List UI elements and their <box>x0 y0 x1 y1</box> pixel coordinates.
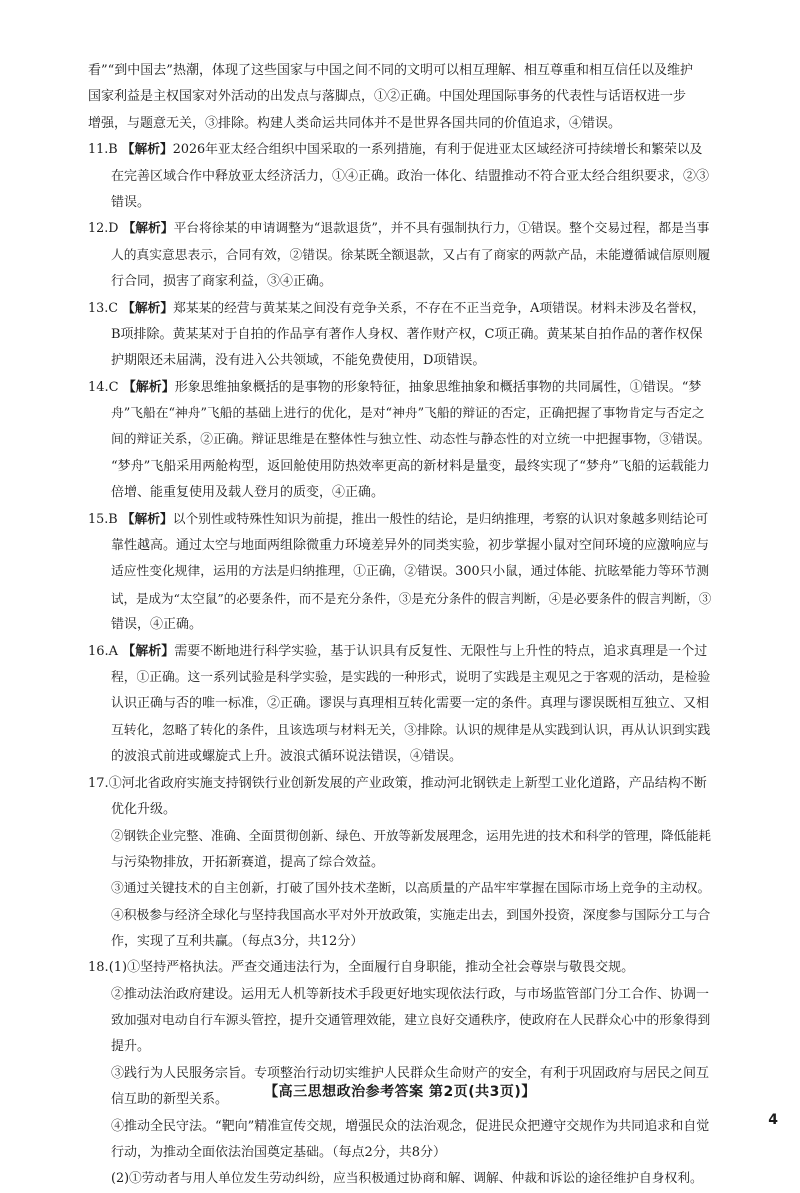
text-line: 适应性变化规律，运用的方法是归纳推理，①正确，②错误。300只小鼠，通过体能、抗眩晕能力等环节测 <box>111 564 710 580</box>
answer-item-13 <box>88 296 712 375</box>
text-line: 增强，与题意无关，③排除。构建人类命运共同体并不是世界各国共同的价值追求，④错误。 <box>88 115 622 131</box>
text-line: 人的真实意思表示，合同有效，②错误。徐某既全额退款，又占有了商家的两款产品，未能遵循诚信原则履 <box>111 247 711 263</box>
text-line: “梦舟”飞船采用两舱构型，返回舱使用防热效率更高的新材料是量变，最终实现了“梦舟”飞船的运载能力 <box>111 458 710 474</box>
answer-number: 16.A <box>88 643 119 659</box>
text-line: 倍增、能重复使用及载人登月的质变，④正确。 <box>111 485 385 501</box>
answer-number: 15.B <box>88 511 118 527</box>
answer-item-18 <box>88 955 712 1193</box>
text-line: 互转化，忽略了转化的条件，且该选项与材料无关，③排除。认识的规律是从实践到认识，再从认识到实践 <box>111 722 711 738</box>
page-footer: 【高三思想政治参考答案 第2页(共3页)】 <box>264 1084 536 1100</box>
text-line: 郑某某的经营与黄某某之间没有竞争关系，不存在不正当竞争，A项错误。材料未涉及名誉权， <box>173 300 706 316</box>
answer-item-12 <box>88 216 712 295</box>
analysis-tag: 【解析】 <box>121 511 173 527</box>
analysis-tag: 【解析】 <box>122 379 175 395</box>
text-line: 认识正确与否的唯一标准，②正确。谬误与真理相互转化需要一定的条件。真理与谬误既相互独立、又相 <box>111 696 710 712</box>
corner-mark: 4 <box>768 1112 778 1128</box>
text-line: 作，实现了互利共赢。（每点3分，共12分） <box>111 933 364 949</box>
text-line: 靠性越高。通过太空与地面两组除微重力环境差异外的同类实验，初步掌握小鼠对空间环境的应激响应与 <box>111 538 710 554</box>
text-line: ③践行为人民服务宗旨。专项整治行动切实维护人民群众生命财产的安全，有利于巩固政府与居民之间互 <box>111 1065 710 1081</box>
answer-number: 14.C <box>88 379 119 395</box>
text-line: 行合同，损害了商家利益，③④正确。 <box>111 274 333 290</box>
text-line: 提升。 <box>111 1039 151 1055</box>
analysis-tag: 【解析】 <box>122 300 174 316</box>
text-line: 形象思维抽象概括的是事物的形象特征，抽象思维抽象和概括事物的共同属性，①错误。“梦 <box>174 379 702 395</box>
answer-number: 17. <box>88 775 109 791</box>
analysis-tag: 【解析】 <box>121 142 173 158</box>
text-line: ②钢铁企业完整、准确、全面贯彻创新、绿色、开放等新发展理念，运用先进的技术和科学的管理，降低能耗 <box>111 828 712 844</box>
text-line: 需要不断地进行科学实验，基于认识具有反复性、无限性与上升性的特点，追求真理是一个过 <box>174 643 708 659</box>
text-line: 以个别性或特殊性知识为前提，推出一般性的结论，是归纳推理，考察的认识对象越多则结论可 <box>172 511 709 527</box>
answer-number: 12.D <box>88 221 119 237</box>
text-line: 致加强对电动自行车源头管控，提升交通管理效能，建立良好交通秩序，使政府在人民群众心中的形象得到 <box>111 1013 711 1029</box>
text-line: 在完善区域合作中释放亚太经济活力，①④正确。政治一体化、结盟推动不符合亚太经合组织要求，②③ <box>111 168 710 184</box>
text-line: 错误。 <box>111 194 151 210</box>
text-line: 优化升级。 <box>111 801 177 817</box>
answer-number: 13.C <box>88 300 119 316</box>
text-line: 与污染物排放，开拓新赛道，提高了综合效益。 <box>111 854 385 870</box>
text-line: ③通过关键技术的自主创新，打破了国外技术垄断，以高质量的产品牢牢掌握在国际市场上竞争的主动权。 <box>111 881 711 897</box>
answer-number: 11.B <box>88 142 118 158</box>
intro-block <box>88 58 712 137</box>
text-line: 行动，为推动全面依法治国奠定基础。（每点2分，共8分） <box>111 1145 447 1161</box>
text-line: B项排除。黄某某对于自拍的作品享有著作人身权、著作财产权，C项正确。黄某某自拍作品的著作权保 <box>111 326 703 342</box>
answer-item-16 <box>88 639 712 771</box>
answer-page <box>88 58 712 1193</box>
text-line: ②推动法治政府建设。运用无人机等新技术手段更好地实现依法行政，与市场监管部门分工合作、协调一 <box>111 986 710 1002</box>
text-line: 平台将徐某的申请调整为“退款退货”，并不具有强制执行力，①错误。整个交易过程，都是当事 <box>173 221 710 237</box>
text-line: 错误，④正确。 <box>111 617 203 633</box>
text-line: ④积极参与经济全球化与坚持我国高水平对外开放政策，实施走出去，到国外投资，深度参与国际分工与合 <box>111 907 711 923</box>
answer-item-14 <box>88 375 712 507</box>
answer-item-15 <box>88 507 712 639</box>
text-line: 舟”飞船在“神舟”飞船的基础上进行的优化，是对“神舟”飞船的辩证的否定，正确把握了事物肯定与否定之 <box>111 406 705 422</box>
analysis-tag: 【解析】 <box>122 643 175 659</box>
answer-item-17 <box>88 771 712 956</box>
text-line: 看”“到中国去”热潮，体现了这些国家与中国之间不同的文明可以相互理解、相互尊重和相互信任以及维护 <box>88 63 693 78</box>
text-line: ①河北省政府实施支持钢铁行业创新发展的产业政策，推动河北钢铁走上新型工业化道路，产品结构不断 <box>108 775 707 791</box>
text-line: 试，是成为“太空鼠”的必要条件，而不是充分条件，③是充分条件的假言判断，④是必要条件的假言判断，③ <box>111 590 712 606</box>
answer-number: 18. <box>88 960 109 976</box>
text-line: 护期限还未届满，没有进入公共领域，不能免费使用，D项错误。 <box>111 353 486 369</box>
text-line: 国家利益是主权国家对外活动的出发点与落脚点，①②正确。中国处理国际事务的代表性与话语权进一步 <box>88 89 687 105</box>
text-line: 程，①正确。这一系列试验是科学实验，是实践的一种形式，说明了实践是主观见之于客观的活动，是检验 <box>111 669 711 685</box>
text-line: 的波浪式前进或螺旋式上升。波浪式循环说法错误，④错误。 <box>111 749 463 765</box>
analysis-tag: 【解析】 <box>122 221 174 237</box>
answer-item-11 <box>88 137 712 216</box>
text-line: ④推动全民守法。“靶向”精准宣传交规，增强民众的法治观念，促进民众把遵守交规作为共同追求和自觉 <box>111 1118 710 1134</box>
text-line: 间的辩证关系，②正确。辩证思维是在整体性与独立性、动态性与静态性的对立统一中把握事物，③错误。 <box>111 432 711 448</box>
text-line: 信互助的新型关系。 <box>111 1092 229 1108</box>
text-line: 2026年亚太经合组织中国采取的一系列措施，有利于促进亚太区域经济可持续增长和繁荣以及 <box>172 142 703 158</box>
text-line: (2)①劳动者与用人单位发生劳动纠纷，应当积极通过协商和解、调解、仲裁和诉讼的途径维护自身权利。 <box>111 1171 703 1187</box>
text-line: (1)①坚持严格执法。严查交通违法行为，全面履行自身职能，推动全社会尊崇与敬畏交规。 <box>108 960 635 976</box>
